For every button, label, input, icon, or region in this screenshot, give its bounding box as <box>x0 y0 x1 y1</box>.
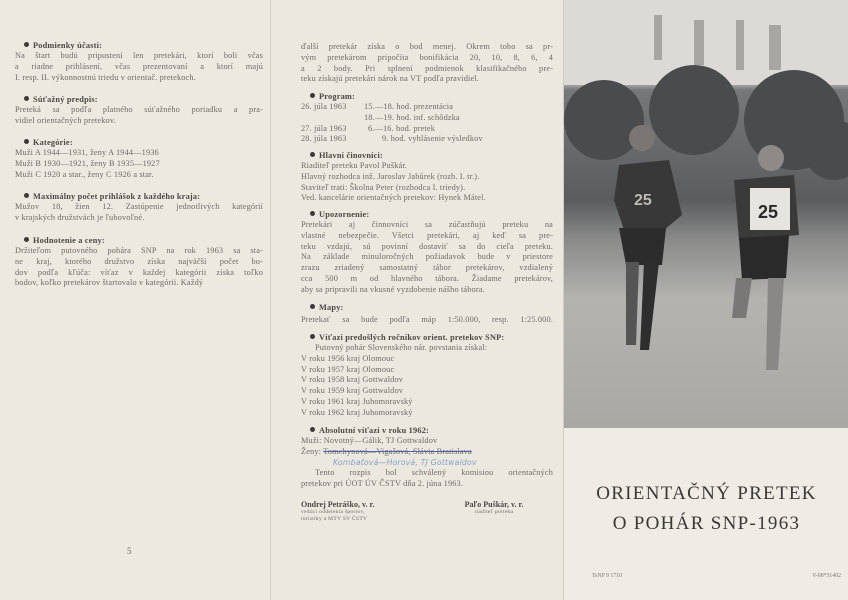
program-date: 28. júla 1963 <box>301 134 347 144</box>
text-line: bodov, koľko pretekárov štartovalo v kategórii. Každý <box>15 278 204 288</box>
absolute-women <box>301 447 553 458</box>
text-line: a riadne prihlásení, včas prezentovaní a ktorí majú <box>15 61 263 71</box>
text-line: aby sa pripravili na vkusné vyzdobenie nášho tábora. <box>301 284 485 294</box>
winners-heading: Víťazi predošlých ročníkov orient. pretekov SNP: <box>301 332 553 343</box>
approval-line: Tento rozpis bol schválený komisiou orientačných <box>315 468 553 478</box>
text-line: Držiteľom putovného pohára SNP na rok 1963 sa sta- <box>15 246 263 255</box>
text-line: v krajských družstvách je ľubovoľné. <box>15 212 145 222</box>
program-time: 15.—18. hod. prezentácia <box>364 102 454 111</box>
signature-role: turistiky a MTV SV ČSTV <box>301 516 368 522</box>
text-line: zrazu zriadený samostatný tábor pretekárov, vzdialený <box>301 263 553 273</box>
program-time: 18.—19. hod. inf. schôdzka <box>364 112 460 122</box>
text-line: dov podľa kľúča: víťaz v každej kategórii získa toľko <box>15 267 263 277</box>
text-line: teku získajú pretekári nárok na VT podľa pravidiel. <box>301 74 479 84</box>
left-section <box>15 40 263 83</box>
text-line: Mužov 18, žien 12. Zastúpenie jednotlivých kategórií <box>15 202 263 211</box>
signature-right <box>449 500 539 516</box>
maps-heading: Mapy: <box>301 302 553 313</box>
text-line: Pretekári aj činnovníci sa zúčastňujú preteku na <box>301 220 553 229</box>
absolute-winners-section <box>301 425 553 490</box>
intro-paragraph <box>301 42 553 85</box>
section-heading: Podmienky účasti: <box>15 40 263 51</box>
text-line: ne kraj, ktorého družstvo získa najväčší počet bo- <box>15 256 263 266</box>
text-line: vlastné nebezpečie. Všetci pretekári, aj keď sa pre- <box>301 230 553 240</box>
signature-name: Ondrej Petráško, v. r. <box>301 500 375 509</box>
text-line: Muži C 1920 a star., ženy C 1926 a star. <box>15 169 154 179</box>
women-handwritten: Kombaťová—Horová, TJ Gottwaldov <box>333 457 477 467</box>
text-line: V roku 1962 kraj Juhomoravský <box>301 407 413 417</box>
bib-right: 25 <box>758 202 779 222</box>
program-row <box>301 113 553 124</box>
program-time: 9. hod. vyhlásenie výsledkov <box>382 134 483 144</box>
middle-page <box>270 0 564 600</box>
program-time: 6.—16. hod. pretek <box>368 123 435 133</box>
text-line: vidiel orientačných pretekov. <box>15 115 116 125</box>
women-label: Ženy: <box>301 446 322 456</box>
program-row <box>301 134 553 145</box>
signature-role: vedúci oddelenia športov, <box>301 509 365 515</box>
cover-title-line2: O POHÁR SNP-1963 <box>612 513 801 534</box>
text-line: ďalší pretekár získa o bod menej. Okrem toho sa pr- <box>301 42 553 51</box>
section-heading: Maximálny počet prihlášok z každého kraja: <box>15 191 263 202</box>
section-heading: Hodnotenie a ceny: <box>15 235 263 246</box>
photo-illustration <box>564 0 848 428</box>
section-heading: Hlavní činovníci: <box>301 150 553 161</box>
absolute-men: Muži: Novotný—Gálik, TJ Gottwaldov <box>301 436 438 445</box>
text-line: a 2 body. Pri splnení podmienok klasifikačného pre- <box>301 63 553 73</box>
page-number: 5 <box>127 546 132 556</box>
program-heading: Program: <box>301 91 553 102</box>
left-section <box>15 191 263 224</box>
text-line: V roku 1959 kraj Gottwaldov <box>301 386 404 396</box>
runners-photo <box>564 0 848 428</box>
women-struck: Tomchynová—Vigašová, Slávia Bratislava <box>323 446 472 456</box>
maps-section <box>301 302 553 326</box>
maps-text: Pretekať sa bude podľa máp 1:50.000, resp. 1:25.000. <box>301 315 553 324</box>
text-line: Muži A 1944—1931, ženy A 1944—1936 <box>15 148 159 157</box>
text-line: Muži B 1930—1921, ženy B 1935—1927 <box>15 158 160 168</box>
text-line: Hlavný rozhodca inž. Jaroslav Jabůrek (rozh. I. tr.). <box>301 171 480 181</box>
section-heading: Súťažný predpis: <box>15 94 263 105</box>
text-line: Riaditeľ preteku Pavol Puškár. <box>301 161 408 170</box>
text-line: V roku 1957 kraj Olomouc <box>301 364 395 374</box>
officials-section <box>301 150 553 204</box>
program-date: 26. júla 1963 <box>301 102 347 111</box>
print-code-right: V-08*31402 <box>812 573 841 579</box>
text-line: Na základe minuloročných požiadavok bude v priestore <box>301 252 553 262</box>
signature-name: Paľo Puškár, v. r. <box>464 500 524 509</box>
print-code-left: TsNP 9 1710 <box>592 573 622 579</box>
text-line: Staviteľ trati: Školna Peter (rozhodca I. triedy). <box>301 182 466 192</box>
program-date: 27. júla 1963 <box>301 123 347 133</box>
section-heading: Kategórie: <box>15 137 263 148</box>
left-section <box>15 137 263 180</box>
notice-section <box>301 209 553 296</box>
program-section <box>301 91 553 145</box>
text-line: teku vzdajú, sú povinní dostaviť sa do cieľa preteku. <box>301 241 553 251</box>
program-row <box>301 124 553 135</box>
bib-left: 25 <box>634 192 652 209</box>
text-line: I. resp. II. výkonnostnú triedu v orientač. pretekoch. <box>15 72 196 82</box>
text-line: Preteká sa podľa platného súťažného poriadku a pra- <box>15 105 263 114</box>
signature-left <box>301 500 374 523</box>
approval-line: pretekov pri ÚOT ÚV ČSTV dňa 2. júna 1963. <box>301 479 464 489</box>
cover-page <box>563 0 848 600</box>
winners-intro: Putovný pohár Slovenského nár. povstania získal: <box>315 343 488 352</box>
left-page <box>0 0 270 600</box>
text-line: vým pretekárom pripočíta bonifikácia 20, 10, 8, 6, 4 <box>301 52 553 62</box>
text-line: Ved. kancelárie orientačných pretekov: Hynek Mátel. <box>301 193 486 203</box>
text-line: V roku 1961 kraj Juhomoravský <box>301 396 413 406</box>
text-line: V roku 1958 kraj Gottwaldov <box>301 375 404 385</box>
text-line: Na štart budú pripustení len pretekári, ktorí boli včas <box>15 51 263 60</box>
text-line: cca 500 m od hlavného tábora. Žiadame pretekárov, <box>301 273 553 283</box>
cover-title-line1: ORIENTAČNÝ PRETEK <box>596 483 817 504</box>
left-section <box>15 235 263 289</box>
winners-section <box>301 332 553 419</box>
left-section <box>15 94 263 127</box>
section-heading: Upozornenie: <box>301 209 553 220</box>
signature-role: riaditeľ preteku <box>474 509 514 515</box>
absolute-heading: Absolutní víťazi v roku 1962: <box>301 425 553 436</box>
text-line: V roku 1956 kraj Olomouc <box>301 353 395 363</box>
program-row <box>301 102 553 113</box>
